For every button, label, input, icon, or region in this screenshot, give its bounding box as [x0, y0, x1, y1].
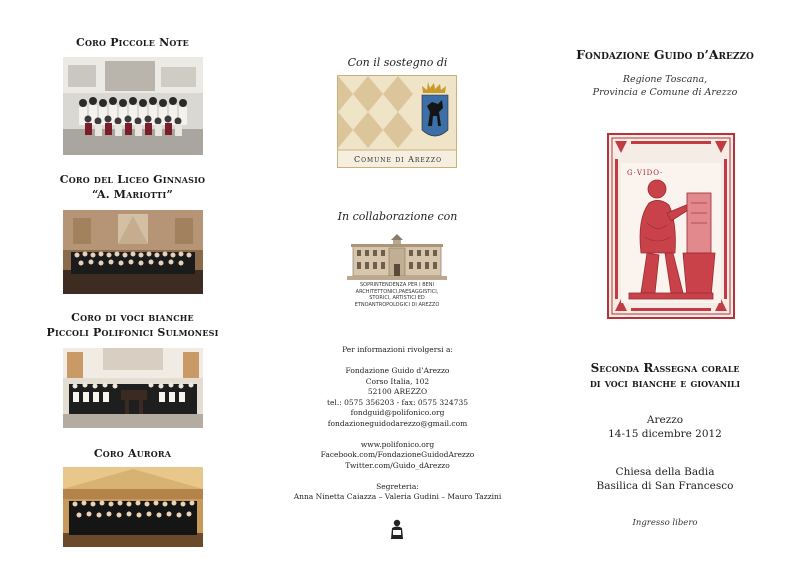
contact-phone: tel.: 0575 356203 - fax: 0575 324735 [326, 397, 469, 407]
choir-title-line: Coro di voci bianche [71, 311, 194, 324]
choirs-column [0, 0, 265, 564]
choir-title-piccoli-polifonici [0, 310, 265, 340]
event-dates: 14-15 dicembre 2012 [608, 427, 722, 440]
guido-woodcut-image [607, 133, 735, 319]
soprintendenza-line: ARCHITETTONICI,PAESAGGISTICI, [355, 288, 439, 295]
support-line: Regione Toscana, [622, 74, 708, 85]
choir-title-line: Piccoli Polifonici Sulmonesi [46, 326, 219, 339]
secretariat-label: Segreteria: [376, 481, 419, 491]
soprintendenza-logo [347, 232, 447, 310]
soprintendenza-line: ETNOANTROPOLOGICI DI AREZZO [354, 301, 440, 308]
comune-arezzo-logo [337, 75, 457, 168]
collab-label: In collaborazione con [337, 210, 458, 223]
choir-title-line: Coro del Liceo Ginnasio [59, 173, 206, 186]
event-city: Arezzo [646, 414, 684, 426]
soprintendenza-line: STORICI, ARTISTICI ED [369, 295, 425, 301]
foundation-support [530, 73, 800, 99]
photo-coro-liceo-mariotti [63, 210, 203, 294]
contact-line: Fondazione Guido d’Arezzo [345, 366, 450, 375]
photo-coro-piccoli-polifonici [63, 348, 203, 428]
event-title-line: Seconda Rassegna corale [590, 361, 740, 375]
photo-coro-aurora [63, 467, 203, 547]
choir-title-line: Coro Piccole Note [76, 36, 189, 49]
twitter-link[interactable]: Twitter.com/Guido_dArezzo [345, 460, 450, 470]
contact-email[interactable]: fondguid@polifonico.org [350, 408, 445, 417]
website-link[interactable]: www.polifonico.org [360, 439, 435, 449]
foundation-title: Fondazione Guido d’Arezzo [576, 47, 754, 62]
choir-title-piccole-note [0, 35, 265, 50]
soprintendenza-line: SOPRINTENDENZA PER I BENI [359, 282, 435, 288]
event-title-line: di voci bianche e giovanili [589, 376, 741, 390]
woodcut-caption: G·VIDO· [627, 169, 664, 177]
palazzo-building-icon [347, 232, 447, 280]
event-when [530, 414, 800, 441]
contact-email[interactable]: fondazioneguidodarezzo@gmail.com [327, 418, 468, 428]
venue-line: Basilica di San Francesco [596, 479, 734, 492]
choir-title-line: “A. Mariotti” [91, 188, 174, 201]
contact-line: 52100 AREZZO [367, 387, 428, 396]
event-venue [530, 466, 800, 493]
info-heading: Per informazioni rivolgersi a: [342, 345, 453, 354]
facebook-link[interactable]: Facebook.com/FondazioneGuidodArezzo [320, 450, 475, 459]
contact-line: Corso Italia, 102 [365, 376, 430, 386]
event-title [530, 361, 800, 391]
sponsors-column [265, 0, 530, 564]
choir-title-liceo-mariotti [0, 172, 265, 202]
sponsor-label: Con il sostegno di [347, 56, 448, 69]
choir-title-aurora [0, 446, 265, 461]
free-entry: Ingresso libero [632, 518, 698, 528]
contact-info [265, 345, 530, 503]
support-line: Provincia e Comune di Arezzo [592, 87, 738, 98]
choir-title-line: Coro Aurora [93, 447, 172, 460]
soprintendenza-text [347, 282, 447, 308]
comune-logo-text: Comune di Arezzo [353, 155, 443, 164]
guido-emblem-icon [388, 518, 406, 540]
venue-line: Chiesa della Badia [615, 466, 715, 478]
secretariat-names: Anna Ninetta Caiazza – Valeria Gudini – Mauro Tazzini [293, 492, 502, 501]
photo-coro-piccole-note [63, 57, 203, 155]
